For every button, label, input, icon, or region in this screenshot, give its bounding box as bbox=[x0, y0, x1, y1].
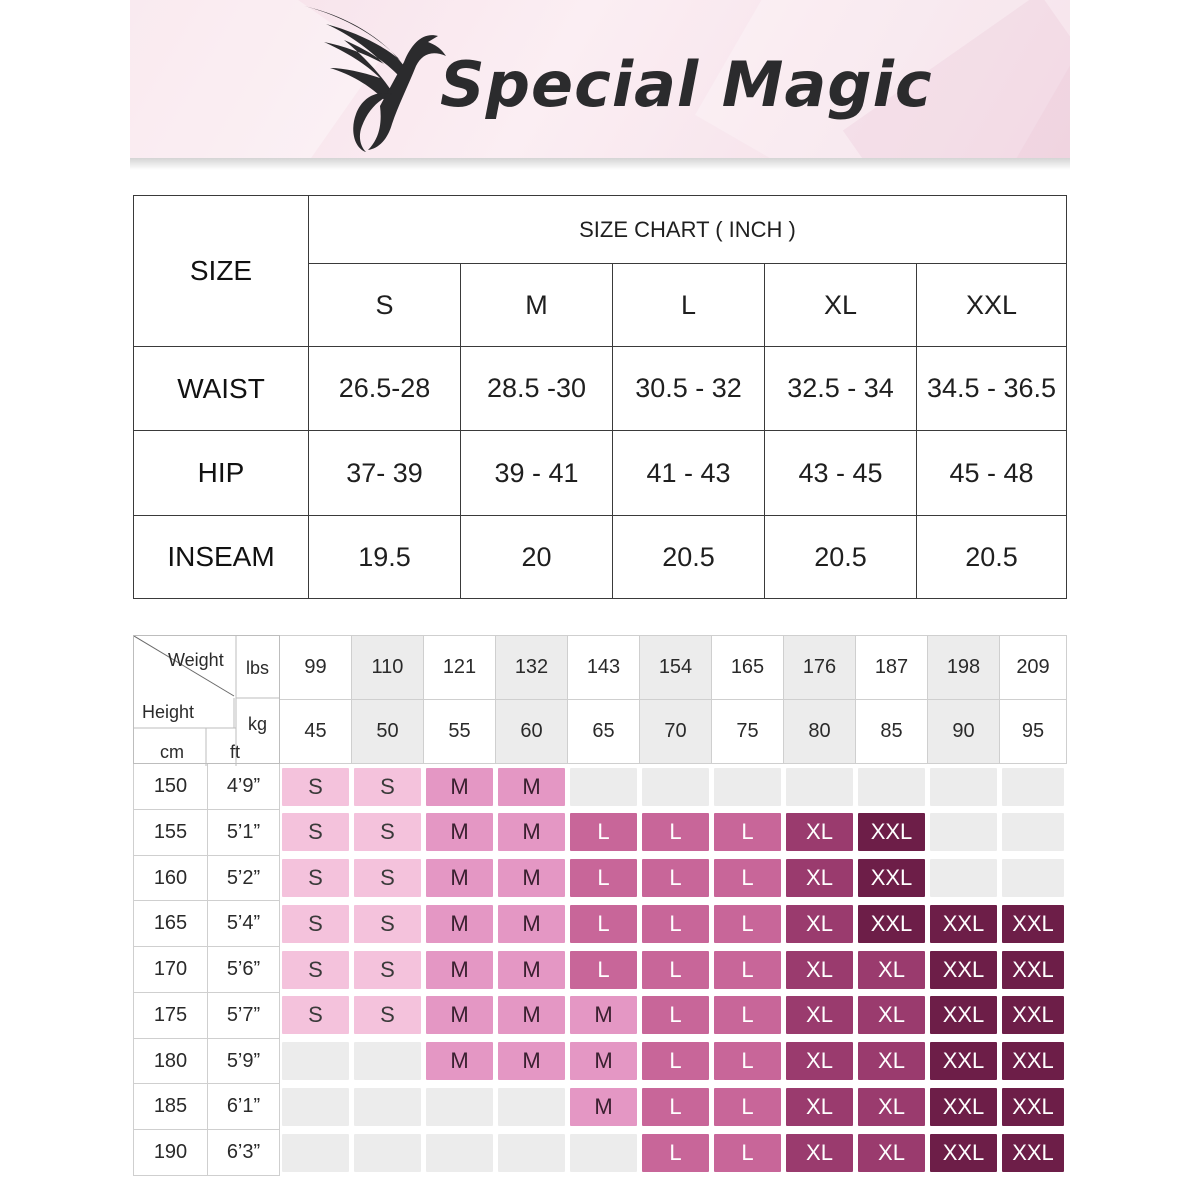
size-recommendation-cell bbox=[568, 764, 640, 810]
size-badge: M bbox=[570, 1042, 637, 1080]
size-recommendation-cell bbox=[784, 809, 856, 855]
banner-divider bbox=[130, 158, 1070, 170]
empty-size-badge bbox=[426, 1088, 493, 1126]
weight-kg-header: 65 bbox=[568, 700, 640, 764]
empty-size-badge bbox=[930, 768, 997, 806]
size-recommendation-cell bbox=[640, 855, 712, 901]
height-cm-cell: 170 bbox=[134, 947, 208, 993]
size-chart-title: SIZE CHART ( INCH ) bbox=[309, 196, 1067, 264]
size-recommendation-cell bbox=[856, 1084, 928, 1130]
weight-kg-header: 75 bbox=[712, 700, 784, 764]
size-badge: XXL bbox=[1002, 1134, 1064, 1172]
size-badge: S bbox=[282, 905, 349, 943]
size-recommendation-cell bbox=[280, 901, 352, 947]
empty-size-badge bbox=[930, 813, 997, 851]
empty-size-badge bbox=[282, 1042, 349, 1080]
size-badge: XL bbox=[786, 996, 853, 1034]
weight-lbs-header: 187 bbox=[856, 636, 928, 700]
empty-size-badge bbox=[930, 859, 997, 897]
size-recommendation-cell bbox=[496, 947, 568, 993]
size-badge: L bbox=[570, 951, 637, 989]
size-badge: M bbox=[426, 905, 493, 943]
size-recommendation-cell bbox=[640, 947, 712, 993]
size-badge: S bbox=[354, 859, 421, 897]
height-cm-cell: 180 bbox=[134, 1038, 208, 1084]
weight-kg-header: 85 bbox=[856, 700, 928, 764]
empty-size-badge bbox=[354, 1088, 421, 1126]
empty-size-badge bbox=[282, 1088, 349, 1126]
size-badge: M bbox=[426, 813, 493, 851]
size-recommendation-cell bbox=[856, 947, 928, 993]
height-ft-cell: 6’1” bbox=[208, 1084, 280, 1130]
size-badge: S bbox=[354, 768, 421, 806]
weight-lbs-header: 176 bbox=[784, 636, 856, 700]
weight-lbs-header: 209 bbox=[1000, 636, 1067, 700]
size-recommendation-cell bbox=[280, 764, 352, 810]
size-badge: M bbox=[426, 1042, 493, 1080]
size-recommendation-cell bbox=[280, 1038, 352, 1084]
weight-lbs-header: 198 bbox=[928, 636, 1000, 700]
size-recommendation-cell bbox=[496, 992, 568, 1038]
size-badge: L bbox=[642, 951, 709, 989]
weight-lbs-header: 132 bbox=[496, 636, 568, 700]
size-badge: XXL bbox=[1002, 951, 1064, 989]
size-recommendation-cell bbox=[424, 764, 496, 810]
size-badge: L bbox=[642, 905, 709, 943]
size-badge: M bbox=[426, 996, 493, 1034]
empty-size-badge bbox=[570, 768, 637, 806]
waist-row bbox=[134, 347, 1067, 431]
size-recommendation-cell bbox=[1000, 1084, 1067, 1130]
size-badge: L bbox=[714, 813, 781, 851]
cm-unit-label: cm bbox=[160, 742, 184, 762]
size-recommendation-cell bbox=[424, 1130, 496, 1176]
size-recommendation-cell bbox=[424, 809, 496, 855]
size-recommendation-cell bbox=[856, 809, 928, 855]
size-recommendation-cell bbox=[784, 947, 856, 993]
height-row bbox=[134, 1130, 1067, 1176]
hip-row bbox=[134, 431, 1067, 516]
size-recommendation-cell bbox=[712, 809, 784, 855]
empty-size-badge bbox=[426, 1134, 493, 1172]
height-cm-cell: 175 bbox=[134, 992, 208, 1038]
empty-size-badge bbox=[1002, 813, 1064, 851]
empty-size-badge bbox=[498, 1134, 565, 1172]
size-badge: L bbox=[714, 951, 781, 989]
size-badge: L bbox=[642, 1088, 709, 1126]
size-badge: XXL bbox=[930, 1042, 997, 1080]
empty-size-badge bbox=[1002, 859, 1064, 897]
size-recommendation-cell bbox=[856, 992, 928, 1038]
size-badge: M bbox=[498, 905, 565, 943]
size-badge: XXL bbox=[858, 905, 925, 943]
size-recommendation-cell bbox=[712, 1038, 784, 1084]
swan-wing-logo-icon bbox=[296, 2, 446, 152]
weight-lbs-header: 143 bbox=[568, 636, 640, 700]
height-row bbox=[134, 1038, 1067, 1084]
height-ft-cell: 4’9” bbox=[208, 764, 280, 810]
size-recommendation-cell bbox=[352, 992, 424, 1038]
size-recommendation-cell bbox=[496, 809, 568, 855]
size-badge: XL bbox=[786, 1134, 853, 1172]
size-recommendation-cell bbox=[640, 1130, 712, 1176]
size-recommendation-cell bbox=[784, 1130, 856, 1176]
measurement-value: 39 - 41 bbox=[461, 431, 613, 516]
size-chart-table bbox=[133, 195, 1067, 599]
size-recommendation-cell bbox=[496, 1130, 568, 1176]
weight-kg-header: 60 bbox=[496, 700, 568, 764]
size-recommendation-cell bbox=[568, 1084, 640, 1130]
size-recommendation-cell bbox=[928, 855, 1000, 901]
height-row bbox=[134, 809, 1067, 855]
size-recommendation-cell bbox=[424, 992, 496, 1038]
size-recommendation-cell bbox=[496, 1084, 568, 1130]
measurement-label: HIP bbox=[134, 431, 309, 516]
size-badge: M bbox=[426, 859, 493, 897]
height-row bbox=[134, 1084, 1067, 1130]
size-badge: L bbox=[642, 813, 709, 851]
size-badge: L bbox=[570, 905, 637, 943]
size-badge: S bbox=[354, 951, 421, 989]
size-recommendation-cell bbox=[928, 947, 1000, 993]
size-badge: L bbox=[714, 859, 781, 897]
height-weight-size-grid bbox=[133, 635, 1067, 1176]
size-badge: XL bbox=[858, 996, 925, 1034]
size-badge: L bbox=[642, 996, 709, 1034]
size-badge: XXL bbox=[858, 859, 925, 897]
size-recommendation-cell bbox=[568, 1038, 640, 1084]
size-recommendation-cell bbox=[352, 1130, 424, 1176]
size-recommendation-cell bbox=[496, 855, 568, 901]
size-recommendation-cell bbox=[568, 809, 640, 855]
measurement-value: 19.5 bbox=[309, 516, 461, 599]
measurement-value: 20.5 bbox=[765, 516, 917, 599]
weight-lbs-header: 110 bbox=[352, 636, 424, 700]
size-badge: S bbox=[354, 905, 421, 943]
size-recommendation-cell bbox=[280, 809, 352, 855]
height-ft-cell: 5’4” bbox=[208, 901, 280, 947]
size-recommendation-cell bbox=[568, 855, 640, 901]
weight-kg-header: 80 bbox=[784, 700, 856, 764]
size-recommendation-cell bbox=[568, 992, 640, 1038]
measurement-value: 45 - 48 bbox=[917, 431, 1067, 516]
size-recommendation-cell bbox=[712, 855, 784, 901]
empty-size-badge bbox=[1002, 768, 1064, 806]
size-recommendation-cell bbox=[928, 764, 1000, 810]
size-recommendation-cell bbox=[928, 1084, 1000, 1130]
weight-lbs-header: 99 bbox=[280, 636, 352, 700]
size-recommendation-cell bbox=[640, 809, 712, 855]
size-recommendation-cell bbox=[928, 992, 1000, 1038]
size-recommendation-cell bbox=[352, 947, 424, 993]
measurement-value: 30.5 - 32 bbox=[613, 347, 765, 431]
height-ft-cell: 5’1” bbox=[208, 809, 280, 855]
size-recommendation-cell bbox=[1000, 901, 1067, 947]
size-badge: S bbox=[282, 996, 349, 1034]
size-badge: XL bbox=[858, 951, 925, 989]
height-cm-cell: 155 bbox=[134, 809, 208, 855]
size-recommendation-cell bbox=[352, 809, 424, 855]
size-recommendation-cell bbox=[1000, 1038, 1067, 1084]
measurement-label: WAIST bbox=[134, 347, 309, 431]
measurement-value: 20.5 bbox=[613, 516, 765, 599]
size-recommendation-cell bbox=[640, 992, 712, 1038]
height-row bbox=[134, 901, 1067, 947]
size-recommendation-cell bbox=[640, 1038, 712, 1084]
size-recommendation-cell bbox=[280, 992, 352, 1038]
measurement-value: 41 - 43 bbox=[613, 431, 765, 516]
size-badge: XL bbox=[786, 1088, 853, 1126]
size-badge: M bbox=[570, 996, 637, 1034]
size-recommendation-cell bbox=[712, 992, 784, 1038]
empty-size-badge bbox=[858, 768, 925, 806]
height-cm-cell: 185 bbox=[134, 1084, 208, 1130]
size-badge: L bbox=[714, 905, 781, 943]
height-row bbox=[134, 855, 1067, 901]
size-badge: XL bbox=[858, 1088, 925, 1126]
size-recommendation-cell bbox=[352, 764, 424, 810]
height-label: Height bbox=[142, 702, 195, 722]
size-recommendation-cell bbox=[352, 1038, 424, 1084]
size-recommendation-cell bbox=[856, 855, 928, 901]
size-badge: M bbox=[426, 768, 493, 806]
weight-lbs-header: 121 bbox=[424, 636, 496, 700]
size-recommendation-cell bbox=[1000, 809, 1067, 855]
size-recommendation-cell bbox=[568, 901, 640, 947]
size-badge: M bbox=[570, 1088, 637, 1126]
measurement-value: 32.5 - 34 bbox=[765, 347, 917, 431]
measurement-value: 28.5 -30 bbox=[461, 347, 613, 431]
size-recommendation-cell bbox=[784, 901, 856, 947]
size-badge: L bbox=[714, 1088, 781, 1126]
size-recommendation-cell bbox=[856, 1038, 928, 1084]
weight-lbs-header: 165 bbox=[712, 636, 784, 700]
size-recommendation-cell bbox=[928, 809, 1000, 855]
size-recommendation-cell bbox=[640, 1084, 712, 1130]
size-badge: M bbox=[498, 951, 565, 989]
size-recommendation-cell bbox=[280, 855, 352, 901]
size-badge: XXL bbox=[1002, 905, 1064, 943]
empty-size-badge bbox=[498, 1088, 565, 1126]
size-recommendation-cell bbox=[568, 1130, 640, 1176]
size-badge: L bbox=[642, 859, 709, 897]
size-recommendation-cell bbox=[640, 764, 712, 810]
size-recommendation-cell bbox=[1000, 992, 1067, 1038]
size-badge: XL bbox=[786, 859, 853, 897]
size-recommendation-cell bbox=[424, 855, 496, 901]
height-cm-cell: 165 bbox=[134, 901, 208, 947]
size-recommendation-cell bbox=[784, 1038, 856, 1084]
size-column-header: XL bbox=[765, 264, 917, 347]
size-recommendation-cell bbox=[1000, 855, 1067, 901]
inseam-row bbox=[134, 516, 1067, 599]
size-badge: S bbox=[282, 951, 349, 989]
size-recommendation-cell bbox=[784, 1084, 856, 1130]
size-recommendation-cell bbox=[784, 764, 856, 810]
weight-kg-header: 95 bbox=[1000, 700, 1067, 764]
height-row bbox=[134, 947, 1067, 993]
size-recommendation-cell bbox=[424, 901, 496, 947]
size-recommendation-cell bbox=[712, 1084, 784, 1130]
empty-size-badge bbox=[354, 1134, 421, 1172]
measurement-value: 20.5 bbox=[917, 516, 1067, 599]
size-badge: M bbox=[498, 859, 565, 897]
empty-size-badge bbox=[354, 1042, 421, 1080]
height-cm-cell: 190 bbox=[134, 1130, 208, 1176]
size-recommendation-cell bbox=[784, 855, 856, 901]
size-recommendation-cell bbox=[352, 1084, 424, 1130]
size-row-header: SIZE bbox=[134, 196, 309, 347]
size-column-header: L bbox=[613, 264, 765, 347]
size-badge: XL bbox=[786, 813, 853, 851]
size-column-header: XXL bbox=[917, 264, 1067, 347]
size-recommendation-cell bbox=[712, 764, 784, 810]
empty-size-badge bbox=[714, 768, 781, 806]
size-badge: M bbox=[498, 813, 565, 851]
empty-size-badge bbox=[786, 768, 853, 806]
size-recommendation-cell bbox=[1000, 947, 1067, 993]
size-badge: S bbox=[354, 996, 421, 1034]
size-recommendation-cell bbox=[568, 947, 640, 993]
size-badge: L bbox=[570, 859, 637, 897]
size-recommendation-cell bbox=[928, 901, 1000, 947]
ft-unit-label: ft bbox=[230, 742, 241, 762]
size-badge: M bbox=[426, 951, 493, 989]
empty-size-badge bbox=[642, 768, 709, 806]
size-badge: L bbox=[642, 1134, 709, 1172]
size-recommendation-cell bbox=[928, 1130, 1000, 1176]
measurement-value: 43 - 45 bbox=[765, 431, 917, 516]
size-badge: XXL bbox=[1002, 996, 1064, 1034]
height-ft-cell: 6’3” bbox=[208, 1130, 280, 1176]
weight-kg-header: 45 bbox=[280, 700, 352, 764]
size-badge: XXL bbox=[858, 813, 925, 851]
size-badge: XXL bbox=[930, 1088, 997, 1126]
size-recommendation-cell bbox=[496, 764, 568, 810]
size-badge: L bbox=[570, 813, 637, 851]
size-recommendation-cell bbox=[424, 947, 496, 993]
size-badge: S bbox=[282, 768, 349, 806]
height-ft-cell: 5’9” bbox=[208, 1038, 280, 1084]
size-badge: XXL bbox=[1002, 1042, 1064, 1080]
size-badge: M bbox=[498, 1042, 565, 1080]
size-badge: M bbox=[498, 768, 565, 806]
kg-unit-label: kg bbox=[248, 714, 268, 734]
size-recommendation-cell bbox=[352, 855, 424, 901]
size-badge: XL bbox=[858, 1134, 925, 1172]
size-recommendation-cell bbox=[712, 947, 784, 993]
weight-kg-header: 90 bbox=[928, 700, 1000, 764]
size-badge: XL bbox=[786, 951, 853, 989]
brand-name: Special Magic bbox=[440, 48, 933, 121]
size-badge: L bbox=[642, 1042, 709, 1080]
size-recommendation-cell bbox=[784, 992, 856, 1038]
weight-kg-header: 50 bbox=[352, 700, 424, 764]
size-recommendation-cell bbox=[712, 1130, 784, 1176]
size-recommendation-cell bbox=[424, 1084, 496, 1130]
weight-kg-header: 55 bbox=[424, 700, 496, 764]
size-badge: M bbox=[498, 996, 565, 1034]
height-ft-cell: 5’6” bbox=[208, 947, 280, 993]
weight-lbs-header: 154 bbox=[640, 636, 712, 700]
height-ft-cell: 5’7” bbox=[208, 992, 280, 1038]
size-badge: XXL bbox=[930, 951, 997, 989]
size-badge: XXL bbox=[1002, 1088, 1064, 1126]
size-recommendation-cell bbox=[856, 901, 928, 947]
weight-label: Weight bbox=[168, 650, 224, 670]
size-recommendation-cell bbox=[856, 764, 928, 810]
size-recommendation-cell bbox=[1000, 1130, 1067, 1176]
measurement-label: INSEAM bbox=[134, 516, 309, 599]
size-badge: XXL bbox=[930, 996, 997, 1034]
measurement-value: 34.5 - 36.5 bbox=[917, 347, 1067, 431]
size-badge: L bbox=[714, 1042, 781, 1080]
size-recommendation-cell bbox=[280, 947, 352, 993]
height-cm-cell: 150 bbox=[134, 764, 208, 810]
size-badge: L bbox=[714, 996, 781, 1034]
size-badge: XL bbox=[786, 1042, 853, 1080]
size-badge: S bbox=[282, 859, 349, 897]
size-badge: XL bbox=[858, 1042, 925, 1080]
height-ft-cell: 5’2” bbox=[208, 855, 280, 901]
size-badge: XL bbox=[786, 905, 853, 943]
grid-corner-header bbox=[134, 636, 280, 764]
lbs-header-row bbox=[134, 636, 1067, 700]
size-recommendation-cell bbox=[496, 901, 568, 947]
measurement-value: 26.5-28 bbox=[309, 347, 461, 431]
empty-size-badge bbox=[570, 1134, 637, 1172]
size-badge: XXL bbox=[930, 1134, 997, 1172]
measurement-value: 20 bbox=[461, 516, 613, 599]
size-recommendation-cell bbox=[496, 1038, 568, 1084]
size-recommendation-cell bbox=[928, 1038, 1000, 1084]
size-column-header: M bbox=[461, 264, 613, 347]
size-recommendation-cell bbox=[280, 1084, 352, 1130]
lbs-unit-label: lbs bbox=[246, 658, 270, 678]
measurement-value: 37- 39 bbox=[309, 431, 461, 516]
height-row bbox=[134, 992, 1067, 1038]
size-recommendation-cell bbox=[712, 901, 784, 947]
size-badge: S bbox=[282, 813, 349, 851]
size-recommendation-cell bbox=[1000, 764, 1067, 810]
size-badge: L bbox=[714, 1134, 781, 1172]
size-recommendation-cell bbox=[640, 901, 712, 947]
size-column-header: S bbox=[309, 264, 461, 347]
size-recommendation-cell bbox=[424, 1038, 496, 1084]
size-recommendation-cell bbox=[352, 901, 424, 947]
empty-size-badge bbox=[282, 1134, 349, 1172]
height-cm-cell: 160 bbox=[134, 855, 208, 901]
size-recommendation-cell bbox=[856, 1130, 928, 1176]
weight-kg-header: 70 bbox=[640, 700, 712, 764]
height-row bbox=[134, 764, 1067, 810]
size-badge: XXL bbox=[930, 905, 997, 943]
size-badge: S bbox=[354, 813, 421, 851]
size-recommendation-cell bbox=[280, 1130, 352, 1176]
